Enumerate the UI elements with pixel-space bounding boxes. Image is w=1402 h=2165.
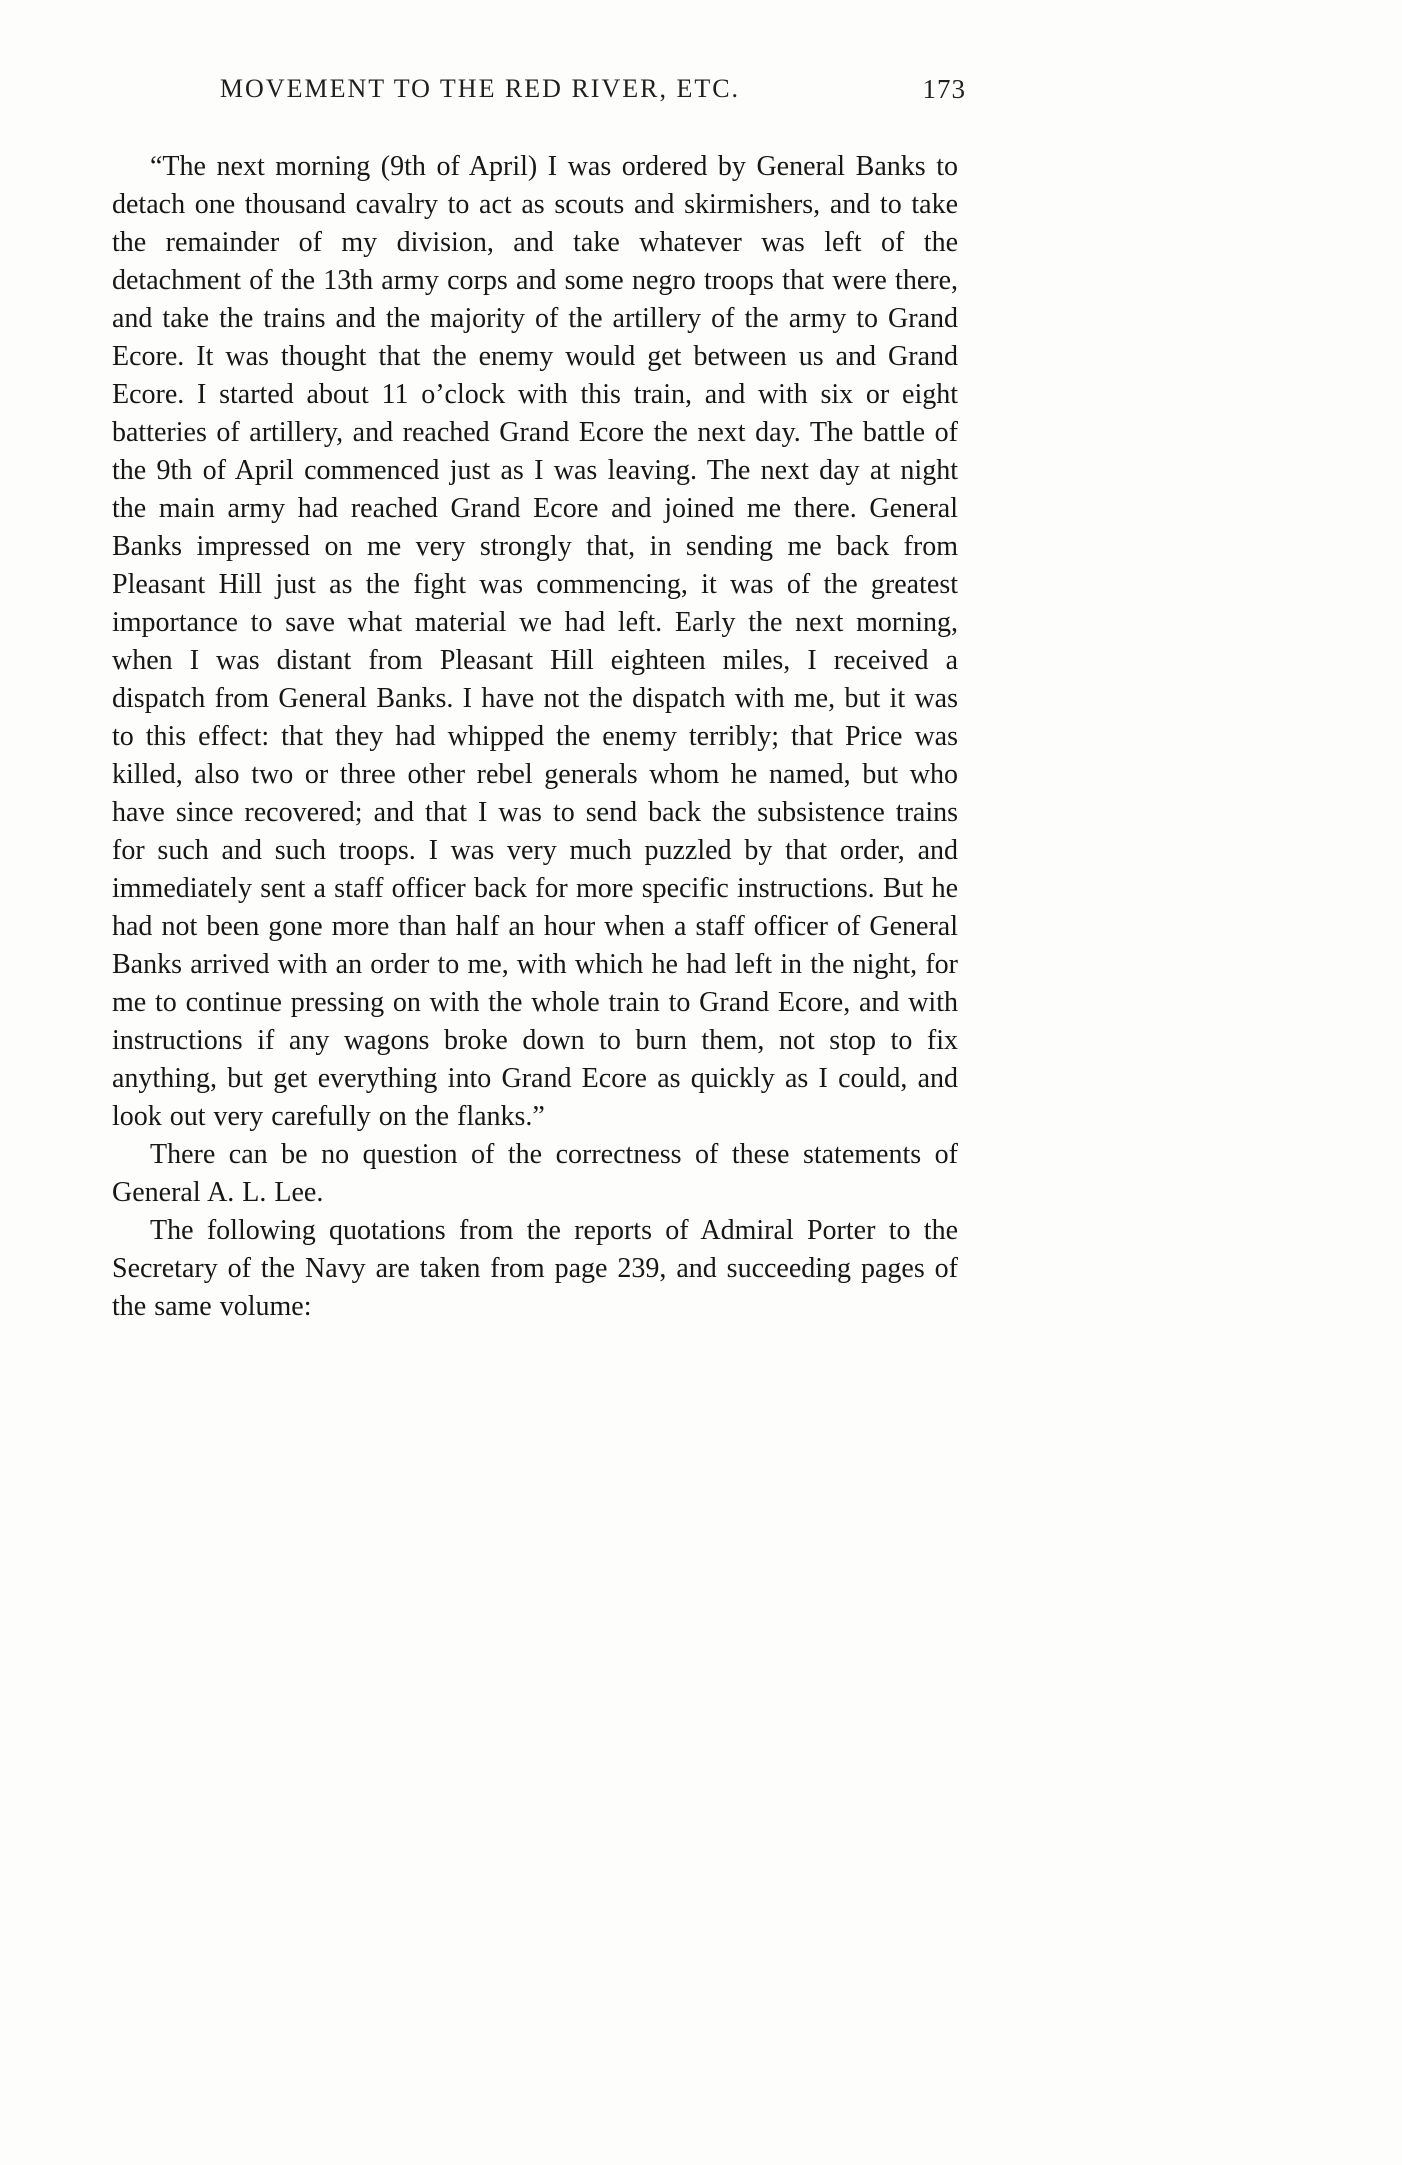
page-body bbox=[112, 148, 958, 1326]
page-header-title: MOVEMENT TO THE RED RIVER, ETC. bbox=[219, 74, 741, 103]
body-paragraph: There can be no question of the correctness of these statements of General A. L. Lee. bbox=[112, 1139, 958, 1208]
body-paragraph-quote: “The next morning (9th of April) I was ordered by General Banks to detach one thousand cavalry to act as scouts and skirmishers, and to take the remainder of my division, and take whatever was left of the detachment of the 13th army corps and some negro troops that were there, and take the trains and the majority of the artillery of the army to Grand Ecore. It was thought that the enemy would get between us and Grand Ecore. I started about 11 o’clock with this train, and with six or eight batteries of artillery, and reached Grand Ecore the next day. The battle of the 9th of April commenced just as I was leaving. The next day at night the main army had reached Grand Ecore and joined me there. General Banks impressed on me very strongly that, in sending me back from Pleasant Hill just as the fight was commencing, it was of the greatest importance to save what material we had left. Early the next morning, when I was distant from Pleasant Hill eighteen miles, I received a dispatch from General Banks. I have not the dispatch with me, but it was to this effect: that they had whipped the enemy terribly; that Price was killed, also two or three other rebel generals whom he named, but who have since recovered; and that I was to send back the subsistence trains for such and such troops. I was very much puzzled by that order, and immediately sent a staff officer back for more specific instructions. But he had not been gone more than half an hour when a staff officer of General Banks arrived with an order to me, with which he had left in the night, for me to continue pressing on with the whole train to Grand Ecore, and with instructions if any wagons broke down to burn them, not stop to fix anything, but get everything into Grand Ecore as quickly as I could, and look out very carefully on the flanks.” bbox=[112, 151, 958, 1132]
text-block bbox=[112, 74, 966, 1326]
body-paragraph: The following quotations from the reports of Admiral Porter to the Secretary of the Navy are taken from page 239, and succeeding pages of the same volume: bbox=[112, 1215, 958, 1322]
running-header bbox=[112, 74, 966, 114]
page-number: 173 bbox=[922, 74, 966, 104]
